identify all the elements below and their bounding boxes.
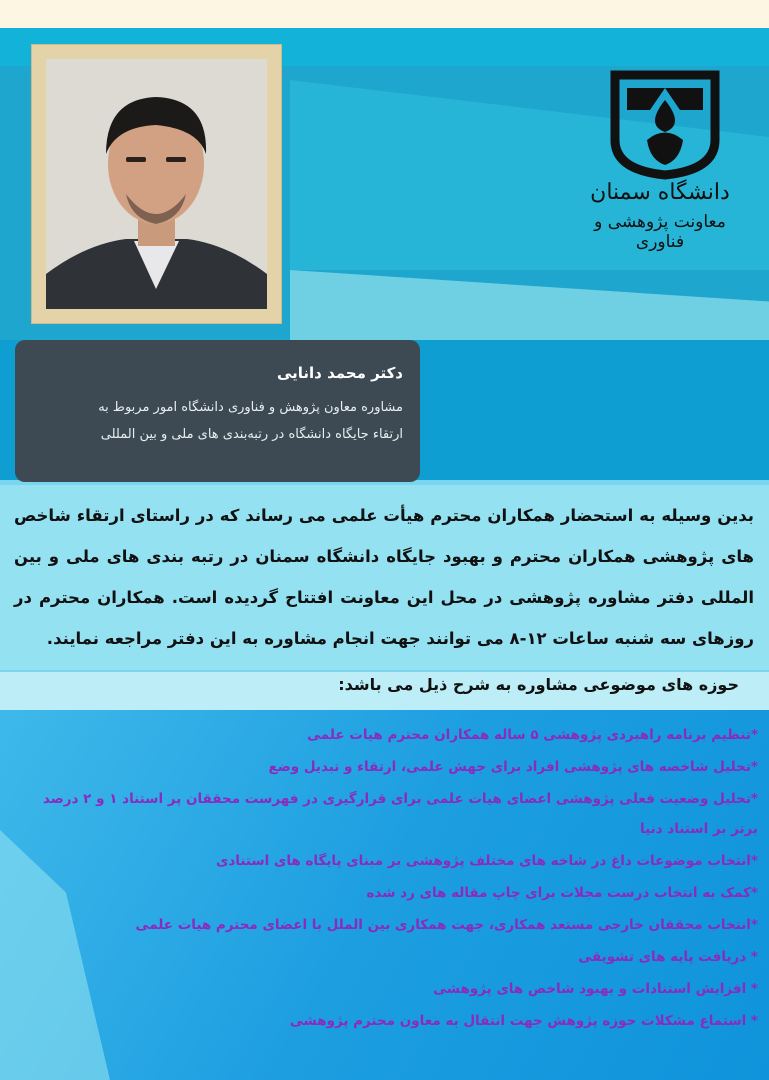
list-item: *انتخاب موضوعات داغ در شاخه های مختلف پژوهشی بر مبنای پایگاه های استنادی: [215, 853, 758, 869]
topics-list: [14, 720, 758, 1038]
portrait-photo: [46, 59, 267, 309]
university-name: دانشگاه سمنان: [590, 180, 730, 205]
list-item: *کمک به انتخاب درست مجلات برای چاپ مقاله های رد شده: [366, 885, 758, 901]
list-item: * استماع مشکلات حوزه پژوهش جهت انتقال به معاون محترم پژوهشی: [289, 1013, 758, 1029]
profile-name: دکتر محمد دانایی: [276, 364, 403, 382]
list-item: *تحلیل وضعیت فعلی پژوهشی اعضای هیات علمی برای قرارگیری در فهرست محققان پر استناد ۱ و ۲ درصد برتر بر استناد دنیا: [42, 791, 758, 837]
intro-paragraph: بدین وسیله به استحضار همکاران محترم هیأت علمی می رساند که در راستای ارتقاء شاخص های پژوهشی همکاران محترم و بهبود جایگاه دانشگاه سمنان در رتبه بندی های ملی و بین المللی دفتر مشاوره پژوهشی در محل این معاونت افتتاح گردیده است. همکاران محترم در روزهای سه شنبه ساعات ۱۲-۸ می توانند جهت انجام مشاوره به این دفتر مراجعه نمایند.: [14, 506, 754, 648]
list-item: *انتخاب محققان خارجی مستعد همکاری، جهت همکاری بین الملل با اعضای محترم هیات علمی: [135, 917, 758, 933]
portrait-frame: [32, 45, 281, 323]
list-item: * دریافت پایه های تشویقی: [578, 949, 758, 965]
list-item: *تحلیل شاخصه های پژوهشی افراد برای جهش علمی، ارتقاء و تبدیل وضع: [268, 759, 758, 775]
section-heading: حوزه های موضوعی مشاوره به شرح ذیل می باشد:: [338, 675, 739, 694]
department-name: معاونت پژوهشی و فناوری: [594, 212, 726, 252]
profile-role-line: مشاوره معاون پژوهش و فناوری دانشگاه امور مربوط به: [98, 400, 403, 415]
profile-role: [23, 394, 403, 448]
profile-card: [15, 340, 420, 482]
list-item: * افزایش استنادات و بهبود شاخص های پژوهشی: [433, 981, 758, 997]
profile-role-line: ارتقاء جایگاه دانشگاه در رتبه‌بندی های ملی و بین المللی: [100, 427, 403, 442]
list-item: *تنظیم برنامه راهبردی پژوهشی ۵ ساله همکاران محترم هیات علمی: [307, 727, 758, 743]
